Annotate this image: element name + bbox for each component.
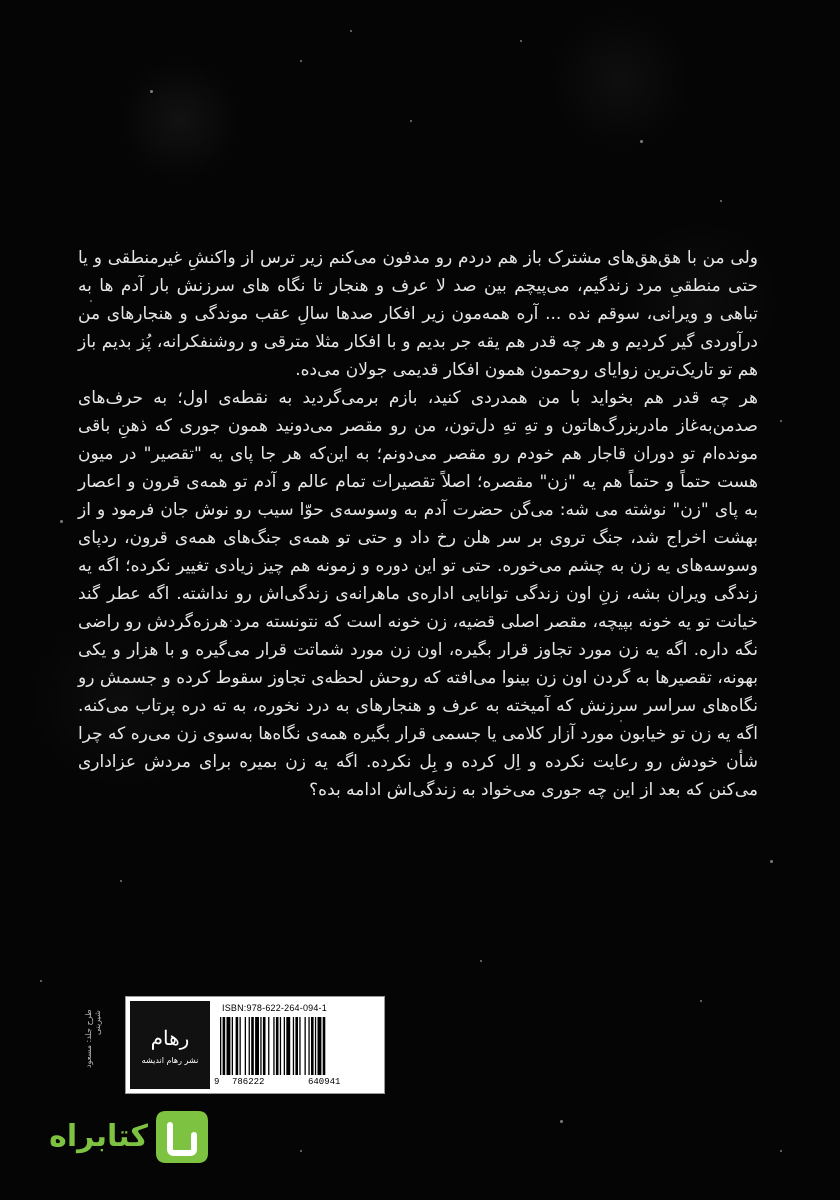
barcode-bar [295,1017,298,1075]
barcode-bar [276,1017,279,1075]
background-speck [520,40,522,42]
barcode-digits-left: 786222 [232,1077,265,1087]
barcode-bar [318,1017,322,1075]
barcode-bar [249,1017,250,1075]
barcode-bar [263,1017,266,1075]
barcode-bar [260,1017,261,1075]
barcode-bar [236,1017,239,1075]
paragraph-2: هر چه قدر هم بخواید با من همدردی کنید، بازم برمی‌گردید به نقطه‌ی اول؛ به حرف‌های صدمن‌به‌غاز مادربزرگ‌هاتون و تهِ تهِ دل‌تون، من رو مقصر می‌دونید همون جوری که ذهنِ باقی مونده‌ام تو دوران قاجار هم خودم رو مقصر می‌دونم؛ به این‌که هر جا پای یه "تقصیر" در میون هست حتماً و حتماً هم یه "زن" مقصره؛ اصلاً تقصیرات تمام عالم و آدم تو همه‌ی قرون و اعصار به پای "زن" نوشته می شه: می‌گن حضرت آدم به وسوسه‌ی حوّا سیب رو نوش جان فرمود و از بهشت اخراج شد، جنگ تروی بر سر هلن رخ داد و حتی تو همه‌ی جنگ‌های همه‌ی قرون، ردپای وسوسه‌های یه زن به چشم می‌خوره. حتی تو این دوره و زمونه هم چیز زیادی تغییر نکرده؛ اگه یه زندگی ویران بشه، زنِ اون زندگی توانایی اداره‌ی ماهرانه‌ی زندگی‌اش رو نداشته. اگه عطر گند خیانت تو یه خونه بپیچه، مقصر اصلی قضیه، زن خونه است که نتونسته مرد هرزه‌گردش رو راضی نگه داره. اگه یه زن مورد تجاوز قرار بگیره، اون زن مورد شماتت قرار می‌گیره و با هزار و یکی بهونه، تقصیرها به گردن اون زن بینوا می‌افته که روحش لحظه‌ی تجاوز سقوط کرده و جسمش رو نگاه‌های سراسر سرزنش که آمیخته به عرف و هنجارهای به درد نخوره، به ته دره پرتاب می‌کنه. اگه یه زن تو خیابون مورد آزار کلامی یا جسمی قرار بگیره همه‌ی نگاه‌ها به‌سوی زن می‌ره که چرا شأن خودش رو رعایت نکرده و اِل کرده و بِل نکرده. اگه یه زن بمیره برای مردش عزاداری می‌کنن که بعد از این چه جوری می‌خواد به زندگی‌اش ادامه بده؟ [78,388,758,800]
barcode-bar [280,1017,281,1075]
brand-name: کتابراه [49,1119,148,1154]
background-speck [410,120,412,122]
isbn-label: ISBN:978-622-264-094-1 [222,1003,327,1013]
barcode-bar [286,1017,290,1075]
barcode-bar [323,1017,326,1075]
barcode-bar [305,1017,306,1075]
barcode-lead-digit: 9 [214,1077,220,1087]
barcode-bar [220,1017,221,1075]
book-shaped-brand-icon [150,1105,214,1169]
barcode-bar [223,1017,226,1075]
background-speck [150,90,153,93]
background-speck [770,860,773,863]
barcode-bar [284,1017,285,1075]
background-speck [780,1150,782,1152]
barcode-bar [311,1017,314,1075]
background-speck [700,1000,702,1002]
background-speck [40,980,42,982]
paragraph-1: ولی من با هق‌هق‌های مشترک باز هم دردم رو مدفون می‌کنم زیر ترس از واکنشِ غیرمنطقی و یا حتی منطقیِ مرد زندگیم، می‌پیچم بین صد لا عرف و هنجار تا نگاه های سرزنش بار آدم ها به تباهی و ویرانی، سوقم نده ... آره همه‌مون زیر افکار صدها سالِ عقب موندگی و هنجارهای من درآوردی گیر کردیم و هر چه قدر هم یقه جر بدیم و با افکار مثلا مترقی و روشنفکرانه، پُز بدیم باز هم تو تاریک‌ترین زوایای روحمون همون افکار قدیمی جولان می‌ده. [78,248,758,380]
barcode-bar [308,1017,309,1075]
barcode-bar [245,1017,246,1075]
barcode-bar [273,1017,274,1075]
publisher-logo [130,1001,210,1089]
background-speck [350,30,352,32]
barcode-digits-right: 640941 [308,1077,341,1087]
barcode-bar [299,1017,300,1075]
background-speck [720,200,722,202]
barcode-bar [293,1017,294,1075]
background-speck [120,880,122,882]
designer-credit: طرح جلد: مسعود شیرینی [84,1010,102,1069]
background-speck [60,520,63,523]
background-speck [300,60,302,62]
background-speck [300,1150,302,1152]
barcode-bars [220,1017,374,1075]
barcode-bar [232,1017,233,1075]
barcode-bar [268,1017,269,1075]
blurb-text [78,244,758,804]
background-speck [480,960,482,962]
barcode-panel [125,996,385,1094]
publisher-name: نشر رهام اندیشه [141,1055,199,1065]
publisher-mark: رهام [150,1025,190,1050]
background-speck [640,140,643,143]
barcode-bar [240,1017,241,1075]
barcode-bar [255,1017,259,1075]
brand-logo [38,1105,218,1169]
barcode-bar [227,1017,231,1075]
barcode-bar [315,1017,316,1075]
background-speck [560,1120,563,1123]
barcode-bar [251,1017,254,1075]
background-speck [780,420,782,422]
